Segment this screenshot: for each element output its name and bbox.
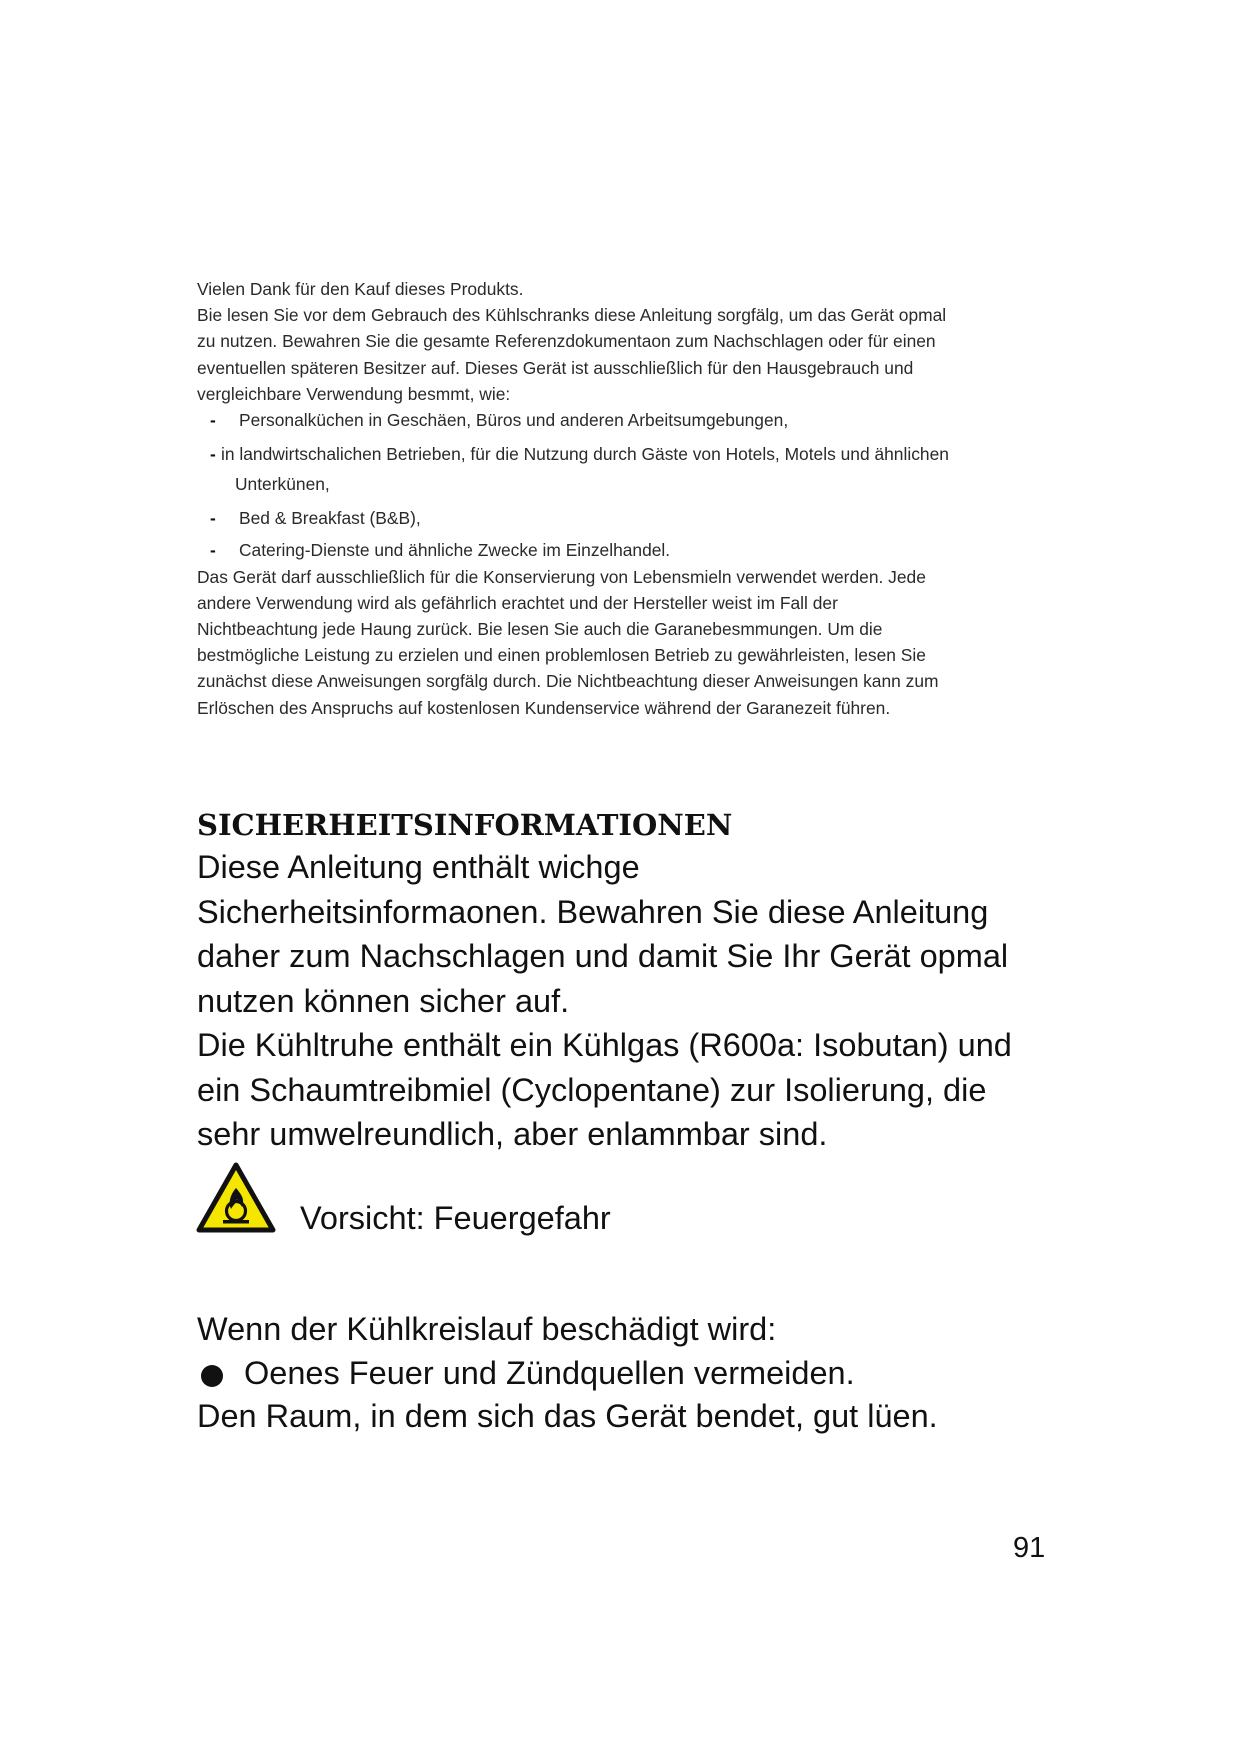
intro-line: zu nutzen. Bewahren Sie die gesamte Referenzdokumentaon zum Nachschlagen oder für einen	[197, 331, 936, 352]
fire-warning	[196, 1162, 896, 1240]
bullet-text: Oenes Feuer und Zündquellen vermeiden.	[244, 1354, 855, 1391]
safety-section	[197, 805, 1097, 1157]
closing-line: andere Verwendung wird als gefährlich erachtet und der Hersteller weist im Fall der	[197, 592, 838, 613]
safety-line: Die Kühltruhe enthält ein Kühlgas (R600a: Isobutan) und	[197, 1027, 1012, 1063]
list-item	[210, 439, 1057, 499]
intro-line: vergleichbare Verwendung besmmt, wie:	[197, 383, 511, 404]
closing-line: Das Gerät darf ausschließlich für die Konservierung von Lebensmieln verwendet werden. Jede	[197, 566, 926, 587]
bullet-item	[197, 1352, 1097, 1396]
closing-line: bestmögliche Leistung zu erzielen und einen problemlosen Betrieb zu gewährleisten, lesen Sie	[197, 645, 926, 666]
list-item-continuation: Unterkünen,	[235, 474, 330, 495]
safety-line: Diese Anleitung enthält wichge	[197, 849, 640, 885]
circuit-title: Wenn der Kühlkreislauf beschädigt wird:	[197, 1311, 777, 1347]
closing-line: Nichtbeachtung jede Haung zurück. Bie lesen Sie auch die Garanebesmmungen. Um die	[197, 619, 883, 640]
warning-label: Vorsicht: Feuergefahr	[300, 1200, 611, 1236]
safety-line: nutzen können sicher auf.	[197, 982, 570, 1019]
list-item: - Catering-Dienste und ähnliche Zwecke im Einzelhandel.	[210, 537, 1057, 563]
section-heading: SICHERHEITSINFORMATIONEN	[197, 808, 733, 842]
safety-line: Sicherheitsinformaonen. Bewahren Sie diese Anleitung	[197, 893, 989, 930]
intro-line: Vielen Dank für den Kauf dieses Produkts.	[197, 279, 524, 299]
safety-line: ein Schaumtreibmiel (Cyclopentane) zur Isolierung, die	[197, 1071, 987, 1108]
safety-line: daher zum Nachschlagen und damit Sie Ihr Gerät opmal	[197, 938, 1009, 974]
page-number: 91	[1013, 1532, 1046, 1564]
fire-hazard-icon	[196, 1162, 276, 1234]
safety-text	[197, 845, 1097, 1157]
closing-line: zunächst diese Anweisungen sorgfälg durch. Die Nichtbeachtung dieser Anweisungen kann zum	[197, 671, 939, 692]
list-item-text: in landwirtschalichen Betrieben, für die Nutzung durch Gäste von Hotels, Motels und ähnlichen	[221, 444, 949, 465]
intro-line: eventuellen späteren Besitzer auf. Dieses Gerät ist ausschließlich für den Hausgebrauch und	[197, 357, 914, 378]
usage-list	[197, 407, 1057, 564]
safety-line: sehr umwelreundlich, aber enlammbar sind.	[197, 1116, 828, 1152]
list-item: - Personalküchen in Geschäen, Büros und anderen Arbeitsumgebungen,	[210, 407, 1057, 433]
circuit-section	[197, 1308, 1097, 1439]
closing-line: Erlöschen des Anspruchs auf kostenlosen Kundenservice während der Garanezeit führen.	[197, 697, 891, 718]
intro-line: Bie lesen Sie vor dem Gebrauch des Kühlschranks diese Anleitung sorgfälg, um das Gerät opmal	[197, 305, 947, 326]
list-item: - Bed & Breakfast (B&B),	[210, 505, 1057, 531]
circuit-last: Den Raum, in dem sich das Gerät bendet, gut lüen.	[197, 1398, 938, 1434]
bullet-dot-icon	[201, 1365, 223, 1387]
intro-section	[197, 276, 1057, 721]
